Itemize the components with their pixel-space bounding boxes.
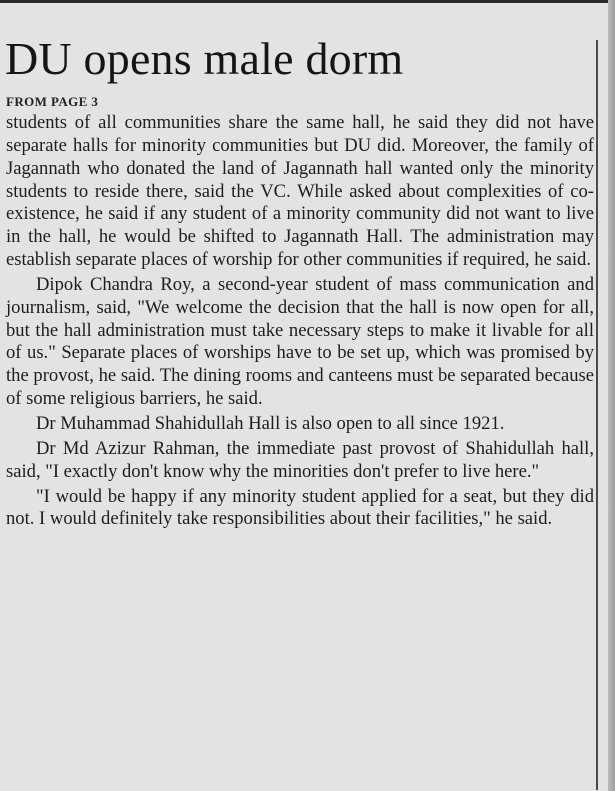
column-rule	[596, 40, 598, 790]
paragraph-5: "I would be happy if any minority student applied for a seat, but they did not. I would definitely take responsibilities about their facilities," he said.	[6, 485, 594, 530]
paragraph-1: students of all communities share the same hall, he said they did not have separate halls for minority communities but DU did. Moreover, the family of Jagannath who donated the land of Jagannath hall wanted only the minority students to reside there, said the VC. While asked about complexities of co-existence, he said if any student of a minority community did not want to live in the hall, he would be shifted to Jagannath Hall. The administration may establish separate places of worship for other communities if required, he said.	[6, 112, 594, 271]
article-body	[6, 112, 594, 531]
top-rule	[0, 0, 615, 3]
paragraph-3: Dr Muhammad Shahidullah Hall is also open to all since 1921.	[36, 412, 505, 434]
paragraph-4: Dr Md Azizur Rahman, the immediate past provost of Shahidullah hall, said, "I exactly don't know why the minorities don't prefer to live here."	[6, 437, 594, 482]
headline: DU opens male dorm	[5, 33, 404, 84]
paragraph-2: Dipok Chandra Roy, a second-year student of mass communication and journalism, said, "We welcome the decision that the hall is now open for all, but the hall administration must take necessary steps to make it livable for all of us." Separate places of worships have to be set up, which was promised by the provost, he said. The dining rooms and canteens must be separated because of some religious barriers, he said.	[6, 273, 594, 410]
page-edge	[608, 0, 615, 791]
continuation-kicker: FROM PAGE 3	[6, 94, 99, 109]
